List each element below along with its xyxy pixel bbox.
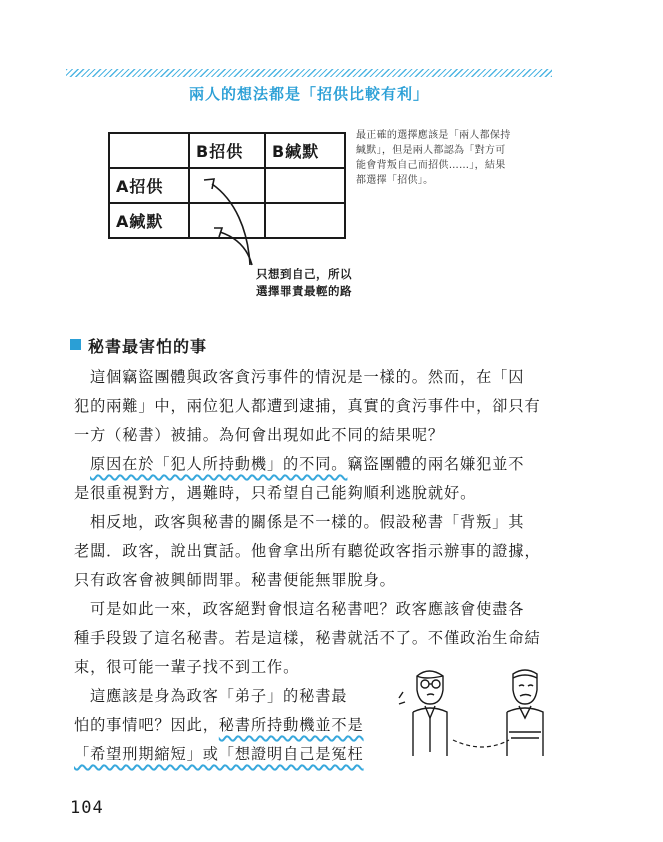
text-fragment: 怕的事情吧？因此， [74, 716, 219, 734]
text-line [74, 740, 364, 769]
matrix-col-header: B招供 [189, 133, 265, 168]
arrow-caption-line: 只想到自己，所以 [256, 267, 352, 281]
matrix-corner-cell [109, 133, 189, 168]
paragraph-5 [74, 682, 364, 769]
text-line: 只有政客會被興師問罪。秘書便能無罪脫身。 [74, 571, 396, 589]
text-line [74, 711, 364, 740]
paragraph-2 [74, 450, 524, 508]
text-line: 這個竊盜團體與政客貪污事件的情況是一樣的。然而，在「囚 [90, 368, 525, 386]
text-line: 老闆．政客，說出實話。他會拿出所有聽從政客指示辦事的證據， [74, 542, 541, 560]
matrix-cell [265, 203, 345, 238]
text-line: 種手段毀了這名秘書。若是這樣，秘書就活不了。不僅政治生命結 [74, 629, 541, 647]
text-fragment: 竊盜團體的兩名嫌犯並不 [347, 455, 525, 473]
side-note-line: 能會背叛自己而招供……」，結果 [356, 160, 506, 171]
matrix-row-header: A緘默 [109, 203, 189, 238]
text-line: 這應該是身為政客「弟子」的秘書最 [90, 687, 348, 705]
page-number: 104 [70, 798, 104, 818]
side-note [356, 128, 556, 188]
matrix-row-header: A招供 [109, 168, 189, 203]
text-line: 束，很可能一輩子找不到工作。 [74, 658, 300, 676]
matrix-cell [265, 168, 345, 203]
text-line: 一方（秘書）被捕。為何會出現如此不同的結果呢？ [74, 426, 445, 444]
arrow-caption [256, 266, 396, 300]
side-note-line: 都選擇「招供」。 [356, 175, 434, 186]
figure-heading: 兩人的想法都是「招供比較有利」 [188, 85, 429, 103]
text-line: 可是如此一來，政客絕對會恨這名秘書吧？政客應該會使盡各 [90, 600, 525, 618]
side-note-line: 最正確的選擇應該是「兩人都保持 [356, 130, 511, 141]
wavy-underlined-text: 秘書所持動機並不是 [218, 716, 364, 734]
paragraph-1 [74, 363, 541, 450]
arrow-caption-line: 選擇罪責最輕的路 [256, 284, 352, 298]
wavy-underlined-text: 原因在於「犯人所持動機」的不同。 [90, 455, 348, 473]
curved-arrows-icon [190, 170, 270, 270]
decorative-hatch-bar [66, 69, 552, 77]
section-square-icon [70, 339, 81, 350]
text-line [74, 450, 524, 479]
text-line: 犯的兩難」中，兩位犯人都遭到逮捕，真實的貪污事件中，卻只有 [74, 397, 541, 415]
politician-secretary-illustration [395, 662, 555, 762]
wavy-underlined-text: 「希望刑期縮短」或「想證明自己是冤枉 [74, 745, 364, 763]
text-line: 相反地，政客與秘書的關係是不一樣的。假設秘書「背叛」其 [90, 513, 525, 531]
side-note-line: 緘默」，但是兩人都認為「對方可 [356, 145, 506, 156]
text-line: 是很重視對方，遇難時，只希望自己能夠順利逃脫就好。 [74, 484, 477, 502]
matrix-col-header: B緘默 [265, 133, 345, 168]
section-title: 秘書最害怕的事 [88, 337, 208, 356]
paragraph-3 [74, 508, 541, 595]
